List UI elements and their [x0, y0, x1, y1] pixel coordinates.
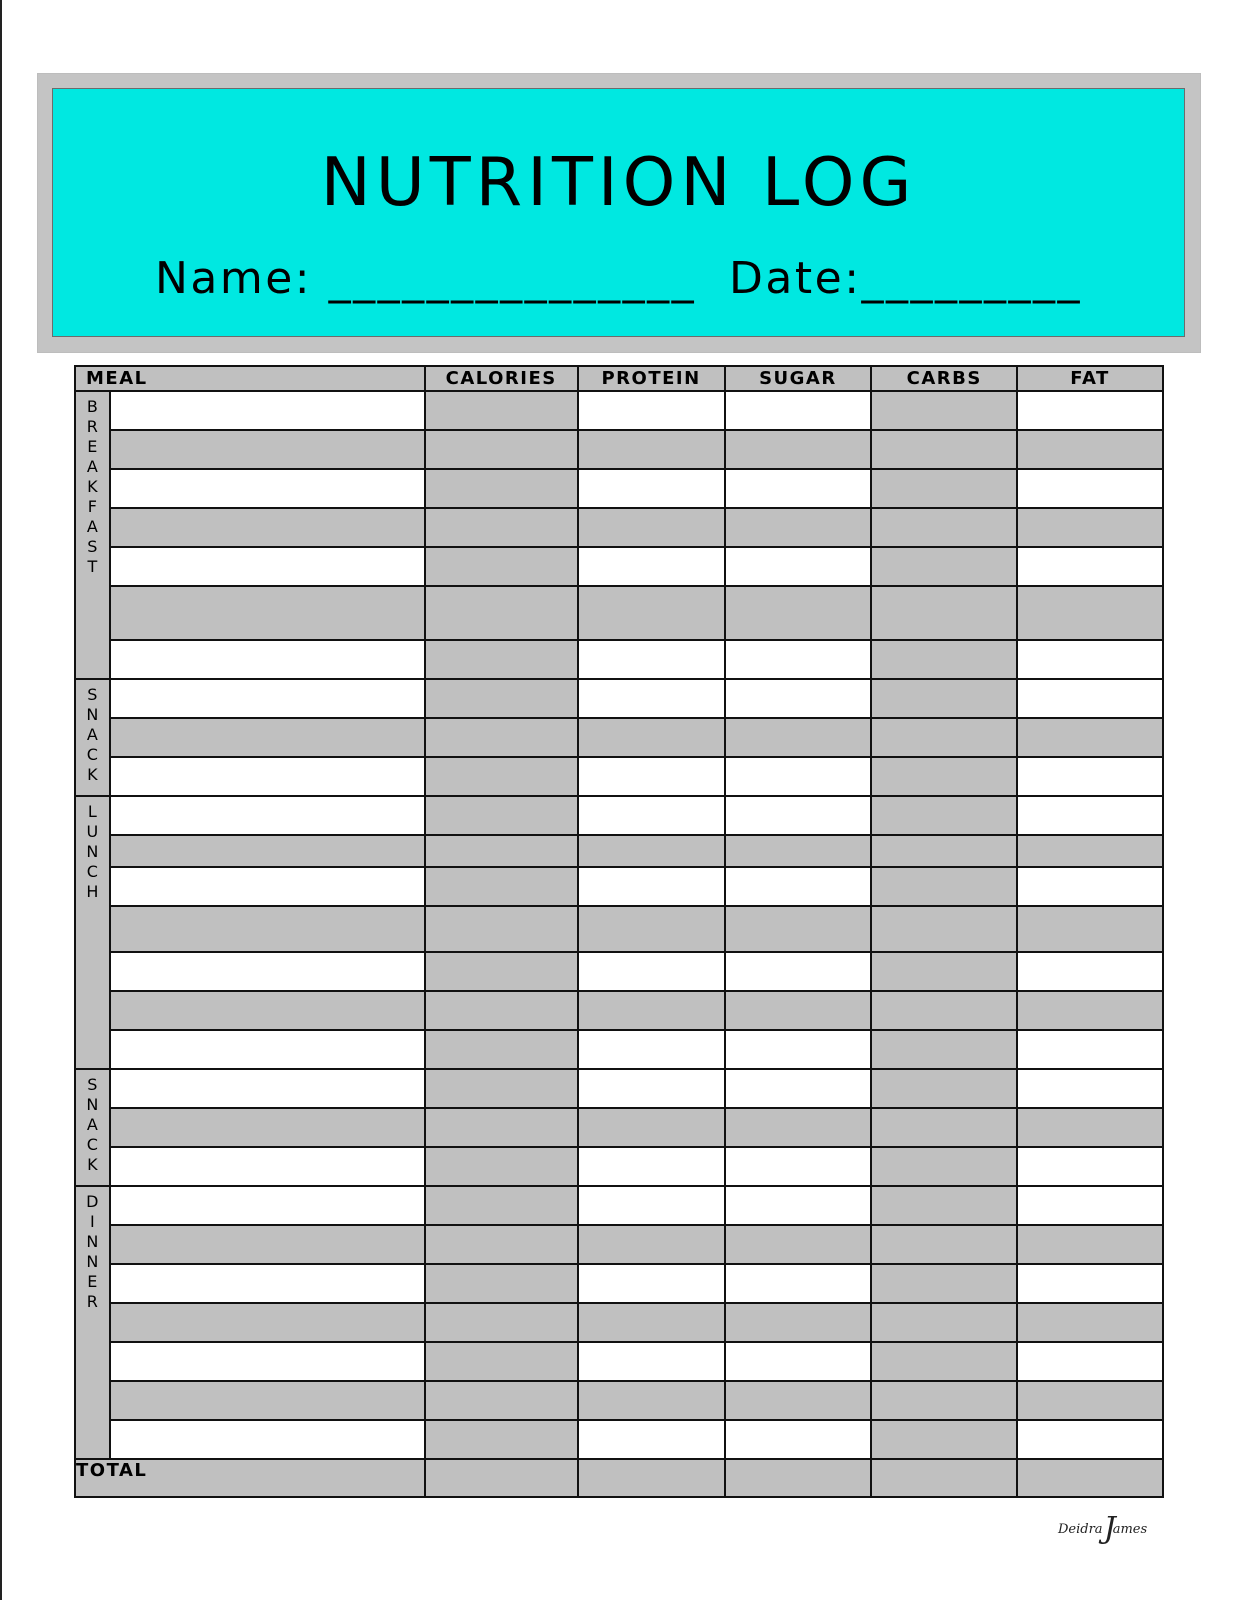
sugar-cell[interactable]: [725, 1030, 872, 1069]
table-body: [75, 391, 1163, 1459]
calories-cell[interactable]: [425, 586, 578, 640]
meal-entry-cell[interactable]: [110, 1381, 425, 1420]
column-header-meal: MEAL: [75, 366, 425, 391]
calories-cell[interactable]: [425, 991, 578, 1030]
table-row: [75, 1030, 1163, 1069]
fat-cell[interactable]: [1017, 1030, 1163, 1069]
protein-cell[interactable]: [578, 1303, 725, 1342]
sugar-cell[interactable]: [725, 757, 872, 796]
sugar-cell[interactable]: [725, 679, 872, 718]
sugar-cell[interactable]: [725, 906, 872, 952]
protein-cell[interactable]: [578, 835, 725, 867]
fat-cell[interactable]: [1017, 391, 1163, 430]
sugar-cell[interactable]: [725, 991, 872, 1030]
sugar-cell[interactable]: [725, 508, 872, 547]
fat-cell[interactable]: [1017, 1147, 1163, 1186]
total-cell-carbs[interactable]: [871, 1459, 1017, 1497]
column-header-protein: PROTEIN: [578, 366, 725, 391]
meal-entry-cell[interactable]: [110, 718, 425, 757]
fat-cell[interactable]: [1017, 867, 1163, 906]
signature-first: Deidra: [1058, 1522, 1103, 1537]
table-row: [75, 1108, 1163, 1147]
fat-cell[interactable]: [1017, 952, 1163, 991]
column-header-carbs: CARBS: [871, 366, 1017, 391]
carbs-cell[interactable]: [871, 796, 1017, 835]
table-row: [75, 757, 1163, 796]
section-label-dinner: D I N N E R: [75, 1186, 110, 1459]
meal-entry-cell[interactable]: [110, 1342, 425, 1381]
total-label: TOTAL: [75, 1459, 425, 1497]
carbs-cell[interactable]: [871, 640, 1017, 679]
protein-cell[interactable]: [578, 1030, 725, 1069]
fat-cell[interactable]: [1017, 1342, 1163, 1381]
protein-cell[interactable]: [578, 867, 725, 906]
protein-cell[interactable]: [578, 906, 725, 952]
total-row: [75, 1459, 1163, 1497]
calories-cell[interactable]: [425, 679, 578, 718]
table-row: [75, 586, 1163, 640]
carbs-cell[interactable]: [871, 1225, 1017, 1264]
meal-entry-cell[interactable]: [110, 796, 425, 835]
protein-cell[interactable]: [578, 679, 725, 718]
meal-entry-cell[interactable]: [110, 1147, 425, 1186]
calories-cell[interactable]: [425, 1303, 578, 1342]
table-row: [75, 796, 1163, 835]
protein-cell[interactable]: [578, 1186, 725, 1225]
carbs-cell[interactable]: [871, 991, 1017, 1030]
signature: [1058, 1511, 1147, 1546]
calories-cell[interactable]: [425, 1225, 578, 1264]
meal-entry-cell[interactable]: [110, 1108, 425, 1147]
table-header-row: [75, 366, 1163, 391]
calories-cell[interactable]: [425, 1108, 578, 1147]
sugar-cell[interactable]: [725, 640, 872, 679]
meal-entry-cell[interactable]: [110, 1186, 425, 1225]
protein-cell[interactable]: [578, 757, 725, 796]
fat-cell[interactable]: [1017, 586, 1163, 640]
fat-cell[interactable]: [1017, 1108, 1163, 1147]
page-title: NUTRITION LOG: [320, 143, 917, 221]
meal-entry-cell[interactable]: [110, 586, 425, 640]
protein-cell[interactable]: [578, 1108, 725, 1147]
signature-rest: ames: [1112, 1522, 1148, 1537]
meal-entry-cell[interactable]: [110, 547, 425, 586]
total-cell-sugar[interactable]: [725, 1459, 872, 1497]
calories-cell[interactable]: [425, 391, 578, 430]
fat-cell[interactable]: [1017, 508, 1163, 547]
protein-cell[interactable]: [578, 640, 725, 679]
carbs-cell[interactable]: [871, 1381, 1017, 1420]
meal-entry-cell[interactable]: [110, 1264, 425, 1303]
sugar-cell[interactable]: [725, 1069, 872, 1108]
table-row: [75, 1381, 1163, 1420]
table-row: [75, 1420, 1163, 1459]
sugar-cell[interactable]: [725, 586, 872, 640]
carbs-cell[interactable]: [871, 547, 1017, 586]
table-row: [75, 679, 1163, 718]
calories-cell[interactable]: [425, 1264, 578, 1303]
calories-cell[interactable]: [425, 547, 578, 586]
calories-cell[interactable]: [425, 508, 578, 547]
protein-cell[interactable]: [578, 1147, 725, 1186]
carbs-cell[interactable]: [871, 1264, 1017, 1303]
calories-cell[interactable]: [425, 1342, 578, 1381]
fat-cell[interactable]: [1017, 469, 1163, 508]
meal-entry-cell[interactable]: [110, 391, 425, 430]
calories-cell[interactable]: [425, 1147, 578, 1186]
carbs-cell[interactable]: [871, 1147, 1017, 1186]
calories-cell[interactable]: [425, 1030, 578, 1069]
protein-cell[interactable]: [578, 1264, 725, 1303]
meal-entry-cell[interactable]: [110, 952, 425, 991]
carbs-cell[interactable]: [871, 1069, 1017, 1108]
table-row: [75, 469, 1163, 508]
header-panel: [52, 88, 1185, 337]
section-label-breakfast: B R E A K F A S T: [75, 391, 110, 679]
carbs-cell[interactable]: [871, 1186, 1017, 1225]
table-row: [75, 1069, 1163, 1108]
sugar-cell[interactable]: [725, 718, 872, 757]
meal-entry-cell[interactable]: [110, 430, 425, 469]
carbs-cell[interactable]: [871, 867, 1017, 906]
protein-cell[interactable]: [578, 1381, 725, 1420]
calories-cell[interactable]: [425, 757, 578, 796]
protein-cell[interactable]: [578, 991, 725, 1030]
table-row: [75, 1225, 1163, 1264]
meal-entry-cell[interactable]: [110, 469, 425, 508]
calories-cell[interactable]: [425, 718, 578, 757]
table-row: [75, 1186, 1163, 1225]
calories-cell[interactable]: [425, 469, 578, 508]
carbs-cell[interactable]: [871, 1420, 1017, 1459]
carbs-cell[interactable]: [871, 391, 1017, 430]
meal-entry-cell[interactable]: [110, 906, 425, 952]
carbs-cell[interactable]: [871, 952, 1017, 991]
meal-entry-cell[interactable]: [110, 1303, 425, 1342]
sugar-cell[interactable]: [725, 1381, 872, 1420]
fat-cell[interactable]: [1017, 1303, 1163, 1342]
sugar-cell[interactable]: [725, 867, 872, 906]
column-header-calories: CALORIES: [425, 366, 578, 391]
fat-cell[interactable]: [1017, 640, 1163, 679]
table-row: [75, 952, 1163, 991]
protein-cell[interactable]: [578, 547, 725, 586]
carbs-cell[interactable]: [871, 508, 1017, 547]
carbs-cell[interactable]: [871, 469, 1017, 508]
carbs-cell[interactable]: [871, 679, 1017, 718]
protein-cell[interactable]: [578, 952, 725, 991]
header-frame: [37, 73, 1201, 353]
meal-entry-cell[interactable]: [110, 679, 425, 718]
fat-cell[interactable]: [1017, 1069, 1163, 1108]
calories-cell[interactable]: [425, 835, 578, 867]
calories-cell[interactable]: [425, 906, 578, 952]
sugar-cell[interactable]: [725, 1147, 872, 1186]
calories-cell[interactable]: [425, 952, 578, 991]
carbs-cell[interactable]: [871, 430, 1017, 469]
sugar-cell[interactable]: [725, 430, 872, 469]
section-label-snack: S N A C K: [75, 679, 110, 796]
fat-cell[interactable]: [1017, 1420, 1163, 1459]
protein-cell[interactable]: [578, 1420, 725, 1459]
sugar-cell[interactable]: [725, 796, 872, 835]
meal-entry-cell[interactable]: [110, 835, 425, 867]
section-label-snack: S N A C K: [75, 1069, 110, 1186]
sugar-cell[interactable]: [725, 1186, 872, 1225]
table-row: [75, 508, 1163, 547]
carbs-cell[interactable]: [871, 1030, 1017, 1069]
protein-cell[interactable]: [578, 1225, 725, 1264]
table-row: [75, 718, 1163, 757]
table-row: [75, 1342, 1163, 1381]
fat-cell[interactable]: [1017, 718, 1163, 757]
carbs-cell[interactable]: [871, 718, 1017, 757]
calories-cell[interactable]: [425, 430, 578, 469]
sugar-cell[interactable]: [725, 1264, 872, 1303]
meal-entry-cell[interactable]: [110, 1030, 425, 1069]
protein-cell[interactable]: [578, 391, 725, 430]
fat-cell[interactable]: [1017, 679, 1163, 718]
name-date-fields[interactable]: Name: _______________ Date:_________: [154, 253, 1083, 304]
protein-cell[interactable]: [578, 1342, 725, 1381]
protein-cell[interactable]: [578, 469, 725, 508]
protein-cell[interactable]: [578, 796, 725, 835]
fat-cell[interactable]: [1017, 547, 1163, 586]
fat-cell[interactable]: [1017, 991, 1163, 1030]
calories-cell[interactable]: [425, 1420, 578, 1459]
sugar-cell[interactable]: [725, 1342, 872, 1381]
fat-cell[interactable]: [1017, 1225, 1163, 1264]
fat-cell[interactable]: [1017, 906, 1163, 952]
table-row: [75, 906, 1163, 952]
total-cell-protein[interactable]: [578, 1459, 725, 1497]
meal-entry-cell[interactable]: [110, 867, 425, 906]
table-row: [75, 547, 1163, 586]
calories-cell[interactable]: [425, 867, 578, 906]
total-cell-calories[interactable]: [425, 1459, 578, 1497]
section-label-lunch: L U N C H: [75, 796, 110, 1069]
calories-cell[interactable]: [425, 640, 578, 679]
nutrition-table: [74, 365, 1164, 1498]
sugar-cell[interactable]: [725, 391, 872, 430]
sugar-cell[interactable]: [725, 469, 872, 508]
carbs-cell[interactable]: [871, 1303, 1017, 1342]
column-header-fat: FAT: [1017, 366, 1163, 391]
fat-cell[interactable]: [1017, 1381, 1163, 1420]
table-row: [75, 640, 1163, 679]
meal-entry-cell[interactable]: [110, 1069, 425, 1108]
column-header-sugar: SUGAR: [725, 366, 872, 391]
signature-initial: J: [1103, 1511, 1116, 1546]
meal-entry-cell[interactable]: [110, 508, 425, 547]
table-row: [75, 867, 1163, 906]
protein-cell[interactable]: [578, 586, 725, 640]
table-row: [75, 1147, 1163, 1186]
sugar-cell[interactable]: [725, 1420, 872, 1459]
meal-entry-cell[interactable]: [110, 757, 425, 796]
fat-cell[interactable]: [1017, 1186, 1163, 1225]
carbs-cell[interactable]: [871, 1108, 1017, 1147]
fat-cell[interactable]: [1017, 1264, 1163, 1303]
sugar-cell[interactable]: [725, 1303, 872, 1342]
table-row: [75, 430, 1163, 469]
sugar-cell[interactable]: [725, 1225, 872, 1264]
protein-cell[interactable]: [578, 430, 725, 469]
sugar-cell[interactable]: [725, 952, 872, 991]
carbs-cell[interactable]: [871, 586, 1017, 640]
table-row: [75, 391, 1163, 430]
calories-cell[interactable]: [425, 1186, 578, 1225]
protein-cell[interactable]: [578, 718, 725, 757]
sugar-cell[interactable]: [725, 835, 872, 867]
meal-entry-cell[interactable]: [110, 991, 425, 1030]
meal-entry-cell[interactable]: [110, 1225, 425, 1264]
fat-cell[interactable]: [1017, 835, 1163, 867]
fat-cell[interactable]: [1017, 796, 1163, 835]
page-edge: [0, 0, 2, 1600]
calories-cell[interactable]: [425, 1381, 578, 1420]
carbs-cell[interactable]: [871, 906, 1017, 952]
meal-entry-cell[interactable]: [110, 1420, 425, 1459]
sugar-cell[interactable]: [725, 1108, 872, 1147]
calories-cell[interactable]: [425, 1069, 578, 1108]
fat-cell[interactable]: [1017, 757, 1163, 796]
carbs-cell[interactable]: [871, 757, 1017, 796]
protein-cell[interactable]: [578, 1069, 725, 1108]
meal-entry-cell[interactable]: [110, 640, 425, 679]
table-row: [75, 1303, 1163, 1342]
fat-cell[interactable]: [1017, 430, 1163, 469]
table-row: [75, 1264, 1163, 1303]
calories-cell[interactable]: [425, 796, 578, 835]
carbs-cell[interactable]: [871, 835, 1017, 867]
protein-cell[interactable]: [578, 508, 725, 547]
carbs-cell[interactable]: [871, 1342, 1017, 1381]
table-row: [75, 835, 1163, 867]
sugar-cell[interactable]: [725, 547, 872, 586]
table-row: [75, 991, 1163, 1030]
total-cell-fat[interactable]: [1017, 1459, 1163, 1497]
